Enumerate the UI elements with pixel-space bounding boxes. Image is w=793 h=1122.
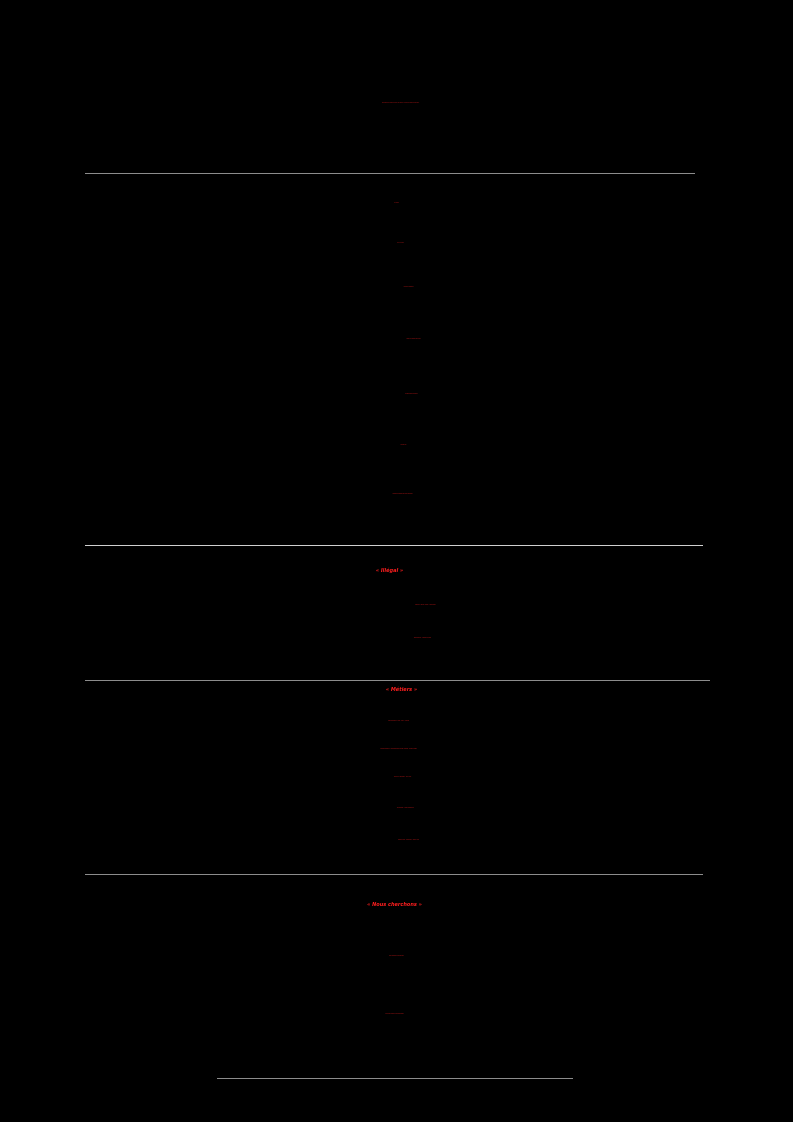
- feature-events: Évènements exclusifs: [405, 394, 418, 395]
- feature-vehicles: Véhicules imports et tenue mondés: [392, 494, 413, 495]
- metiers-line-2: Concessionnaire , Concessionnaire Moto, Mécano , Mécano Moto: [380, 749, 417, 750]
- feature-rp: Sérious RP: [400, 445, 407, 446]
- divider-2: [85, 545, 703, 546]
- illegal-line-1: Families , Ballas ,Vagos , Marabunta,: [415, 605, 436, 606]
- feature-optimized: Serveur Optimisé: [403, 287, 414, 288]
- metiers-line-5: Burger Shot , Vignerons , Tabac ,Taxi: [398, 840, 419, 841]
- feature-slots: 64 Slots: [394, 203, 399, 204]
- feature-staff: Staffs à l'écoute et actifs: [406, 339, 421, 340]
- divider-1: [85, 173, 695, 174]
- metiers-line-1: Gouvernement , Lspd , Ems , Avocats: [388, 721, 409, 722]
- feature-access: Free Access: [397, 243, 404, 244]
- illegal-heading: « Illégal »: [375, 568, 404, 574]
- illegal-line-2: Blanchisseur , Vendeur d'arme: [413, 638, 432, 639]
- divider-4: [85, 874, 703, 875]
- metiers-heading: « Métiers »: [385, 687, 418, 693]
- metiers-line-4: Journaliste , Agent immobilier: [397, 808, 414, 809]
- divider-5: [217, 1078, 573, 1079]
- recherche-line-1: Des patrons d'entreprises: [389, 956, 404, 957]
- intro-text: Tout nouveau viens serveur qui ouvrir , pleins de place à pourvoir: [381, 103, 420, 104]
- divider-3: [85, 680, 710, 681]
- recherche-heading: « Nous cherchons »: [367, 902, 422, 908]
- recherche-line-2: Chefs de gangs ou organisations: [385, 1014, 404, 1015]
- metiers-line-3: Uniicorn , Bahamas , Yello jack: [393, 777, 412, 778]
